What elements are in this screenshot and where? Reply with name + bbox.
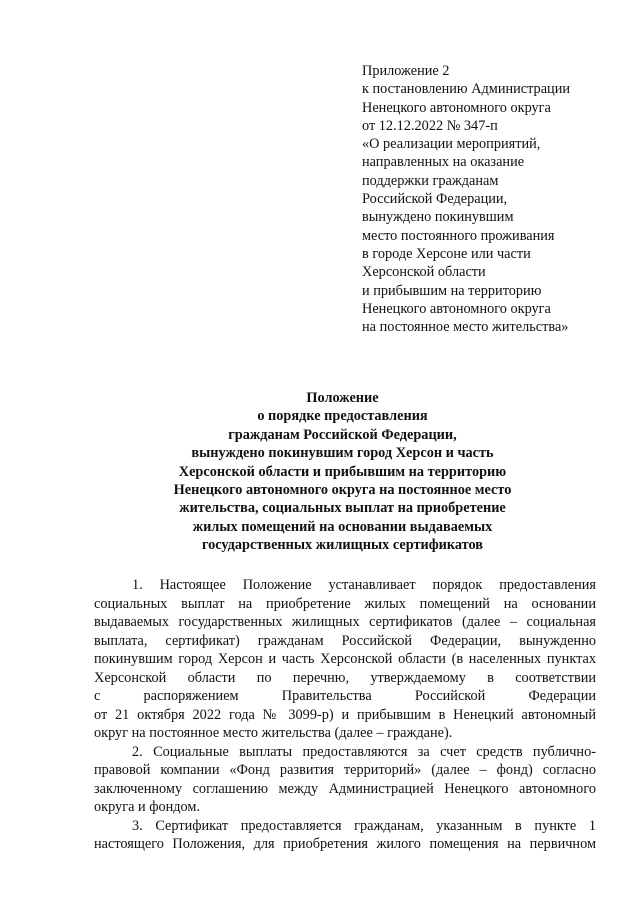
appendix-block — [362, 62, 624, 336]
paragraph-3 — [94, 817, 596, 854]
text-line: правовой компании «Фонд развития территорий» (далее – фонд) согласно — [94, 762, 596, 778]
title-line: жилых помещений на основании выдаваемых — [192, 518, 493, 535]
appendix-line: Херсонской области — [362, 264, 486, 281]
text-line: выдаваемых государственных жилищных сертификатов (далее – социальная — [94, 614, 596, 630]
appendix-line: Ненецкого автономного округа — [362, 99, 551, 116]
appendix-line: поддержки гражданам — [362, 172, 499, 189]
text-line: 2. Социальные выплаты предоставляются за счет средств публично- — [132, 743, 596, 760]
appendix-line: Ненецкого автономного округа — [362, 300, 551, 317]
appendix-line: Приложение 2 — [362, 63, 450, 79]
text-line: социальных выплат на приобретение жилых помещений на основании — [94, 595, 596, 612]
title-line: вынуждено покинувшим город Херсон и часть — [191, 445, 494, 462]
document-title — [90, 389, 595, 555]
appendix-line: направленных на оказание — [362, 154, 525, 171]
appendix-line: на постоянное место жительства» — [362, 319, 569, 336]
text-line: настоящего Положения, для приобретения жилого помещения на первичном — [94, 836, 596, 852]
appendix-line: и прибывшим на территорию — [362, 282, 542, 299]
title-line: Ненецкого автономного округа на постоянное место — [173, 482, 512, 499]
appendix-line: Российской Федерации, — [362, 191, 508, 208]
text-line: от 21 октября 2022 года № 3099-р) и прибывшим в Ненецкий автономный — [94, 706, 596, 723]
appendix-line: вынуждено покинувшим — [362, 209, 514, 226]
text-line: округ на постоянное место жительства (далее – граждане). — [94, 725, 453, 741]
text-line: Херсонской области по перечню, утверждаемому в соответствии — [94, 669, 596, 686]
appendix-line: «О реализации мероприятий, — [362, 136, 541, 153]
title-line: Положение — [306, 390, 379, 406]
title-line: Херсонской области и прибывшим на территорию — [178, 463, 507, 480]
text-line: 1. Настоящее Положение устанавливает порядок предоставления — [132, 577, 596, 593]
text-line: с распоряжением Правительства Российской Федерации — [94, 688, 596, 704]
text-line: округа и фондом. — [94, 799, 201, 815]
title-line: о порядке предоставления — [257, 408, 428, 425]
appendix-line: к постановлению Администрации — [362, 81, 571, 98]
document-body — [94, 576, 596, 854]
paragraph-1 — [94, 576, 596, 743]
text-line: заключенному соглашению между Администрацией Ненецкого автономного — [94, 780, 596, 797]
paragraph-2 — [94, 743, 596, 817]
title-line: гражданам Российской Федерации, — [228, 426, 457, 443]
title-line: жительства, социальных выплат на приобретение — [179, 500, 506, 517]
title-line: государственных жилищных сертификатов — [201, 537, 484, 554]
appendix-line: от 12.12.2022 № 347-п — [362, 117, 498, 134]
text-line: выплата, сертификат) гражданам Российской Федерации, вынужденно — [94, 632, 596, 649]
appendix-line: в городе Херсоне или части — [362, 245, 531, 262]
text-line: 3. Сертификат предоставляется гражданам, указанным в пункте 1 — [132, 817, 596, 834]
text-line: покинувшим город Херсон и часть Херсонской области (в населенных пунктах — [94, 651, 596, 667]
appendix-line: место постоянного проживания — [362, 227, 555, 244]
